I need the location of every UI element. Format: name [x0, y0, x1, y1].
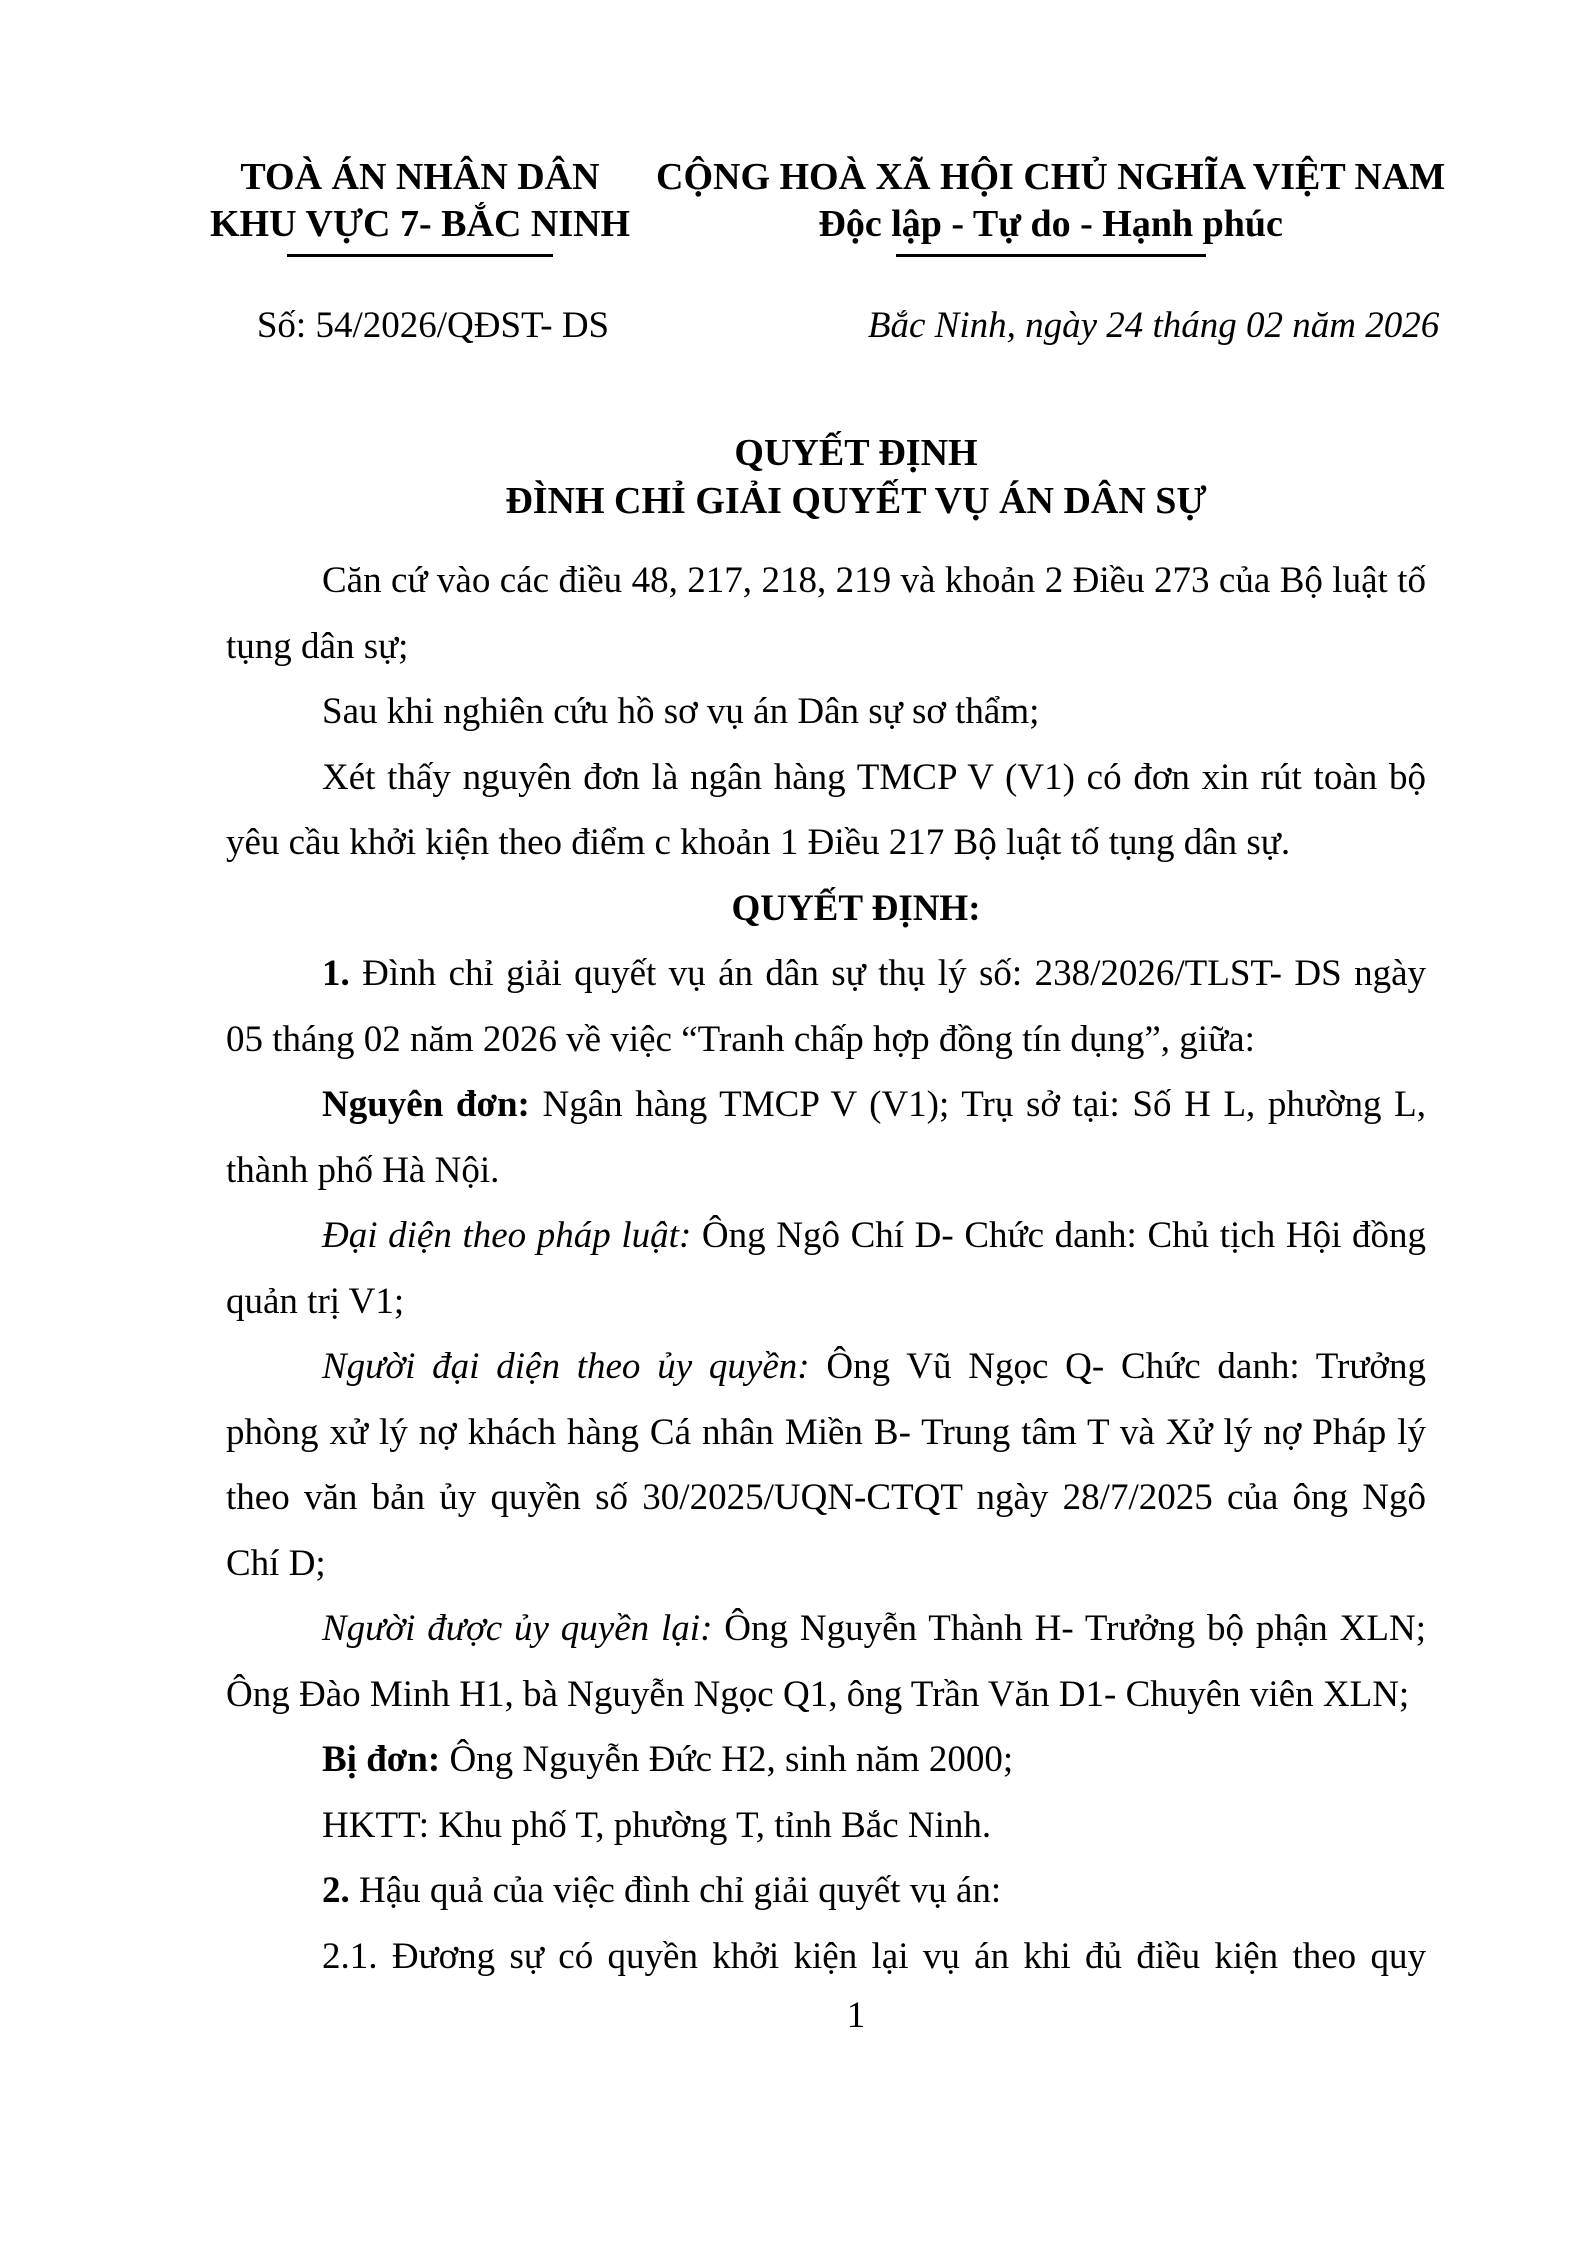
document-header	[210, 154, 1446, 349]
paragraph-text: Đình chỉ giải quyết vụ án dân sự thụ lý số: 238/2026/TLST- DS ngày 05 tháng 02 năm 2026 về việc “Tranh chấp hợp đồng tín dụng”, giữa:	[226, 953, 1426, 1060]
paragraph-text: Xét thấy nguyên đơn là ngân hàng TMCP V (V1) có đơn xin rút toàn bộ yêu cầu khởi kiện theo điểm c khoản 1 Điều 217 Bộ luật tố tụng dân sự.	[226, 756, 1426, 863]
paragraph-decision-1	[226, 941, 1426, 1072]
national-motto-line: Độc lập - Tự do - Hạnh phúc	[818, 203, 1283, 245]
decision-heading: QUYẾT ĐỊNH:	[731, 887, 981, 929]
paragraph-text: Sau khi nghiên cứu hồ sơ vụ án Dân sự sơ thẩm;	[322, 691, 1040, 732]
paragraph-decision-2	[226, 1858, 1426, 1924]
document-number: Số: 54/2026/QĐST- DS	[256, 305, 610, 346]
paragraph-legal-basis	[226, 548, 1426, 679]
paragraph-text: Ông Nguyễn Đức H2, sinh năm 2000;	[440, 1739, 1014, 1780]
court-header-rule	[287, 254, 553, 257]
paragraph-withdrawal-finding	[226, 745, 1426, 876]
paragraph-plaintiff	[226, 1072, 1426, 1203]
document-title	[226, 429, 1426, 525]
paragraph-text: Căn cứ vào các điều 48, 217, 218, 219 và khoản 2 Điều 273 của Bộ luật tố tụng dân sự;	[226, 560, 1426, 667]
paragraph-authorized-representative	[226, 1334, 1426, 1596]
motto-rule	[896, 254, 1206, 257]
document-body	[226, 548, 1426, 1989]
paragraph-defendant	[226, 1727, 1426, 1793]
paragraph-text: Hậu quả của việc đình chỉ giải quyết vụ án:	[349, 1870, 1002, 1911]
court-name-line1: TOÀ ÁN NHÂN DÂN	[240, 156, 600, 198]
paragraph-decision-2-1	[226, 1924, 1426, 1990]
role-label: Người được ủy quyền lại:	[322, 1608, 713, 1649]
national-motto-block	[656, 154, 1445, 349]
role-label: Người đại diện theo ủy quyền:	[322, 1346, 810, 1387]
national-title-line: CỘNG HOÀ XÃ HỘI CHỦ NGHĨA VIỆT NAM	[656, 156, 1446, 198]
paragraph-text: Ngân hàng TMCP V (V1); Trụ sở tại: Số H L, phường L, thành phố Hà Nội.	[226, 1084, 1427, 1191]
paragraph-text: Ông Vũ Ngọc Q- Chức danh: Trưởng phòng xử lý nợ khách hàng Cá nhân Miền B- Trung tâm T và Xử lý nợ Pháp lý theo văn bản ủy quyền số 30/2025/UQN-CTQT ngày 28/7/2025 của ông Ngô Chí D;	[226, 1346, 1426, 1584]
paragraph-case-review	[226, 679, 1426, 745]
item-number: 1.	[322, 953, 350, 994]
court-name-line2: KHU VỰC 7- BẮC NINH	[210, 203, 631, 245]
paragraph-legal-representative	[226, 1203, 1426, 1334]
document-title-line2: ĐÌNH CHỈ GIẢI QUYẾT VỤ ÁN DÂN SỰ	[505, 480, 1207, 522]
document-title-line1: QUYẾT ĐỊNH	[734, 432, 978, 474]
page-footer	[226, 1991, 1426, 2041]
party-label: Nguyên đơn:	[322, 1084, 530, 1125]
page-number: 1	[846, 1995, 866, 2036]
party-label: Bị đơn:	[322, 1739, 441, 1780]
paragraph-sub-authorized-persons	[226, 1596, 1426, 1727]
paragraph-residence	[226, 1793, 1426, 1859]
paragraph-text: Ông Ngô Chí D- Chức danh: Chủ tịch Hội đồng quản trị V1;	[226, 1215, 1426, 1322]
item-number: 2.	[322, 1870, 350, 1911]
court-header-block	[210, 154, 630, 349]
paragraph-text: 2.1. Đương sự có quyền khởi kiện lại vụ án khi đủ điều kiện theo quy	[322, 1935, 1426, 1977]
role-label: Đại diện theo pháp luật:	[322, 1215, 692, 1256]
paragraph-text: HKTT: Khu phố T, phường T, tỉnh Bắc Ninh.	[322, 1804, 992, 1846]
place-date-line: Bắc Ninh, ngày 24 tháng 02 năm 2026	[867, 305, 1440, 346]
paragraph-text: Ông Nguyễn Thành H- Trưởng bộ phận XLN; Ông Đào Minh H1, bà Nguyễn Ngọc Q1, ông Trần Văn D1- Chuyên viên XLN;	[226, 1608, 1427, 1715]
